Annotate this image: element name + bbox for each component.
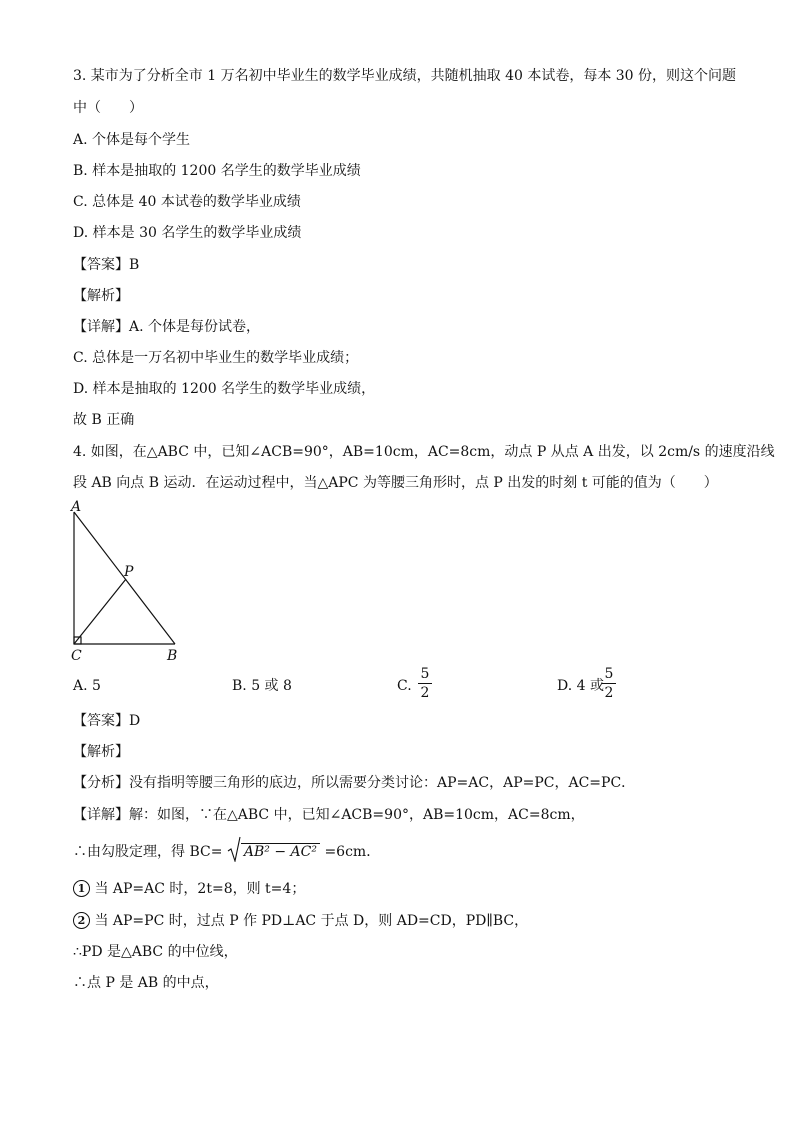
fraction-denominator: 2 xyxy=(604,685,614,701)
q3-detail-2: C. 总体是一万名初中毕业生的数学毕业成绩； xyxy=(73,350,359,366)
radical-sign-icon xyxy=(227,836,241,862)
q4-detail-2 xyxy=(73,842,380,862)
q3-detail-3: D. 样本是抽取的 1200 名学生的数学毕业成绩， xyxy=(73,381,376,397)
circled-number-1: 1 xyxy=(73,880,90,897)
fraction-numerator: 5 xyxy=(420,666,430,682)
triangle-figure xyxy=(62,498,202,668)
q4-fenxi: 【分析】没有指明等腰三角形的底边，所以需要分类讨论：AP=AC，AP=PC，AC=PC． xyxy=(73,775,636,791)
detail-2-suffix: =6cm． xyxy=(324,844,381,860)
label-p: P xyxy=(124,564,134,580)
q4-stem-line2: 段 AB 向点 B 运动．在运动过程中，当△APC 为等腰三角形时，点 P 出发的时刻 t 可能的值为（ ） xyxy=(73,475,718,491)
q4-case-2 xyxy=(73,911,528,931)
segment-cp xyxy=(74,579,126,644)
q4-line-pd: ∴PD 是△ABC 的中位线， xyxy=(73,944,238,960)
q3-option-b: B. 样本是抽取的 1200 名学生的数学毕业成绩 xyxy=(73,163,361,179)
q3-option-a: A. 个体是每个学生 xyxy=(73,132,191,148)
q3-detail-1: 【详解】A. 个体是每份试卷， xyxy=(73,319,261,335)
detail-2-prefix: ∴由勾股定理，得 BC= xyxy=(73,844,223,860)
q4-stem-line1: 4. 如图，在△ABC 中，已知∠ACB=90°，AB=10cm，AC=8cm，动点 P 从点 A 出发，以 2cm/s 的速度沿线 xyxy=(73,444,775,460)
radicand: AB² − AC² xyxy=(241,843,320,860)
q4-option-d-fraction xyxy=(602,666,616,701)
q4-option-d-prefix: D. 4 或 xyxy=(557,678,604,694)
q3-stem-line2: 中（ ） xyxy=(73,100,143,116)
q3-option-c: C. 总体是 40 本试卷的数学毕业成绩 xyxy=(73,194,301,210)
q4-option-c-prefix: C. xyxy=(397,678,412,694)
q4-analysis-heading: 【解析】 xyxy=(73,744,129,760)
q4-answer: 【答案】D xyxy=(73,713,141,729)
q4-line-midpoint: ∴点 P 是 AB 的中点， xyxy=(73,975,219,991)
q3-conclusion: 故 B 正确 xyxy=(73,412,135,428)
fraction-numerator: 5 xyxy=(604,666,614,682)
fraction-denominator: 2 xyxy=(420,685,430,701)
q4-option-a: A. 5 xyxy=(73,678,101,694)
label-a: A xyxy=(71,499,82,515)
case-1-text: 当 AP=AC 时，2t=8，则 t=4； xyxy=(94,881,306,897)
label-b: B xyxy=(167,648,178,664)
q3-option-d: D. 样本是 30 名学生的数学毕业成绩 xyxy=(73,225,302,241)
q4-case-1 xyxy=(73,879,305,899)
label-c: C xyxy=(71,648,82,664)
circled-number-2: 2 xyxy=(73,912,90,929)
q3-stem-line1: 3. 某市为了分析全市 1 万名初中毕业生的数学毕业成绩，共随机抽取 40 本试卷，每本 30 份，则这个问题 xyxy=(73,68,737,84)
fraction-bar xyxy=(602,683,616,684)
q4-option-c-fraction xyxy=(418,666,432,701)
square-root xyxy=(227,842,320,862)
q4-option-b: B. 5 或 8 xyxy=(232,678,292,694)
q3-analysis-heading: 【解析】 xyxy=(73,288,129,304)
q3-answer: 【答案】B xyxy=(73,257,140,273)
fraction-bar xyxy=(418,683,432,684)
case-2-text: 当 AP=PC 时，过点 P 作 PD⊥AC 于点 D，则 AD=CD，PD∥BC， xyxy=(94,913,529,929)
q4-detail-1: 【详解】解：如图，∵在△ABC 中，已知∠ACB=90°，AB=10cm，AC=8cm， xyxy=(73,807,585,823)
